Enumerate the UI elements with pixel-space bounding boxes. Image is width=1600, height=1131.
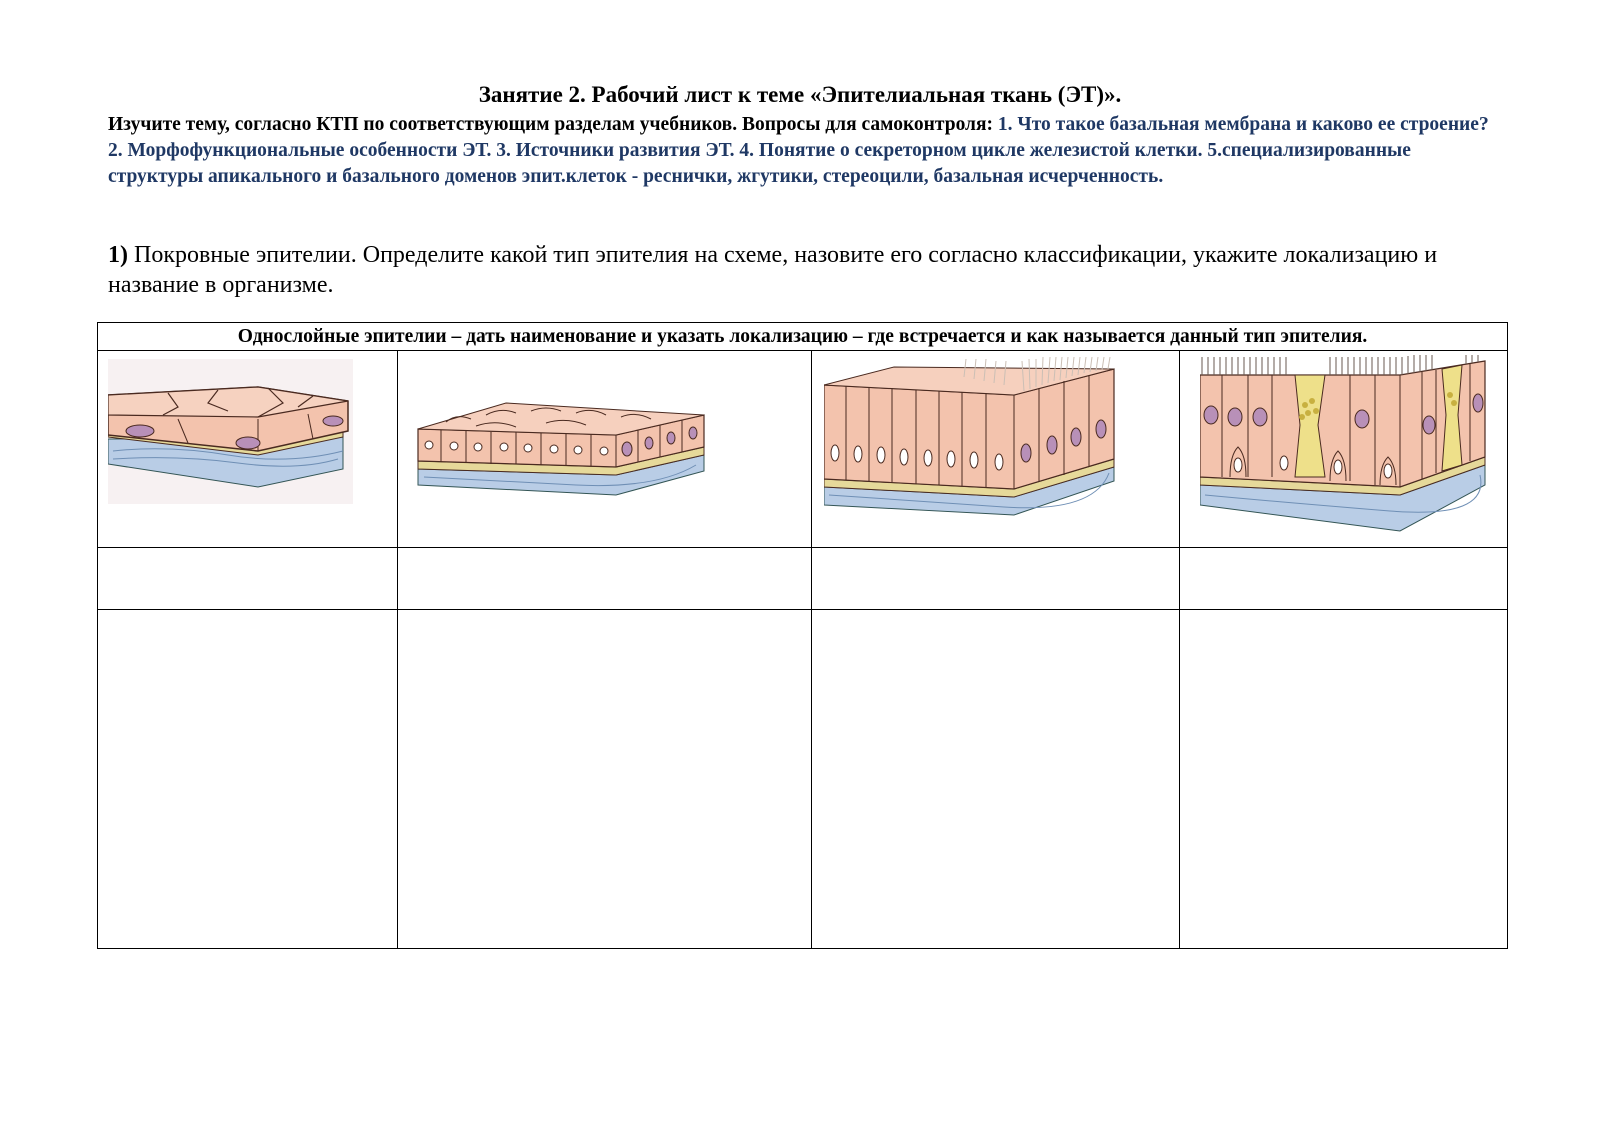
task-1 bbox=[108, 240, 1528, 300]
intro-paragraph bbox=[108, 112, 1503, 190]
task-text: Покровные эпителии. Определите какой тип эпителия на схеме, назовите его согласно классификации, укажите локализацию и название в организме. bbox=[108, 242, 1438, 298]
image-cell-4 bbox=[1180, 351, 1508, 548]
localization-field-2[interactable] bbox=[398, 610, 812, 949]
pseudostratified-ciliated-epithelium-illustration bbox=[1200, 355, 1490, 535]
localization-field-1[interactable] bbox=[98, 610, 398, 949]
name-field-1[interactable] bbox=[98, 548, 398, 610]
name-field-3[interactable] bbox=[812, 548, 1180, 610]
localization-field-4[interactable] bbox=[1180, 610, 1508, 949]
task-number: 1) bbox=[108, 242, 128, 268]
image-cell-1 bbox=[98, 351, 398, 548]
image-cell-2 bbox=[398, 351, 812, 548]
table-header: Однослойные эпителии – дать наименование и указать локализацию – где встречается и как называется данный тип эпителия. bbox=[98, 323, 1508, 351]
squamous-epithelium-illustration bbox=[108, 359, 353, 524]
intro-instruction: Изучите тему, согласно КТП по соответствующим разделам учебников. Вопросы для самоконтроля: bbox=[108, 114, 998, 135]
cuboidal-epithelium-illustration bbox=[416, 381, 716, 506]
name-field-2[interactable] bbox=[398, 548, 812, 610]
image-cell-3 bbox=[812, 351, 1180, 548]
name-field-4[interactable] bbox=[1180, 548, 1508, 610]
page-title: Занятие 2. Рабочий лист к теме «Эпителиальная ткань (ЭТ)». bbox=[478, 82, 1122, 107]
localization-field-3[interactable] bbox=[812, 610, 1180, 949]
columnar-ciliated-epithelium-illustration bbox=[824, 357, 1124, 527]
epithelium-table bbox=[97, 322, 1508, 949]
self-check-questions: 1. Что такое базальная мембрана и каково ее строение? 2. Морфофункциональные особенности ЭТ. 3. Источники развития ЭТ. 4. Понятие о секреторном цикле железистой клетки. 5.специализированные структуры апикального и базального доменов эпит.клеток - реснички, жгутики, стереоцили, базальная исчерченность. bbox=[108, 114, 1489, 187]
